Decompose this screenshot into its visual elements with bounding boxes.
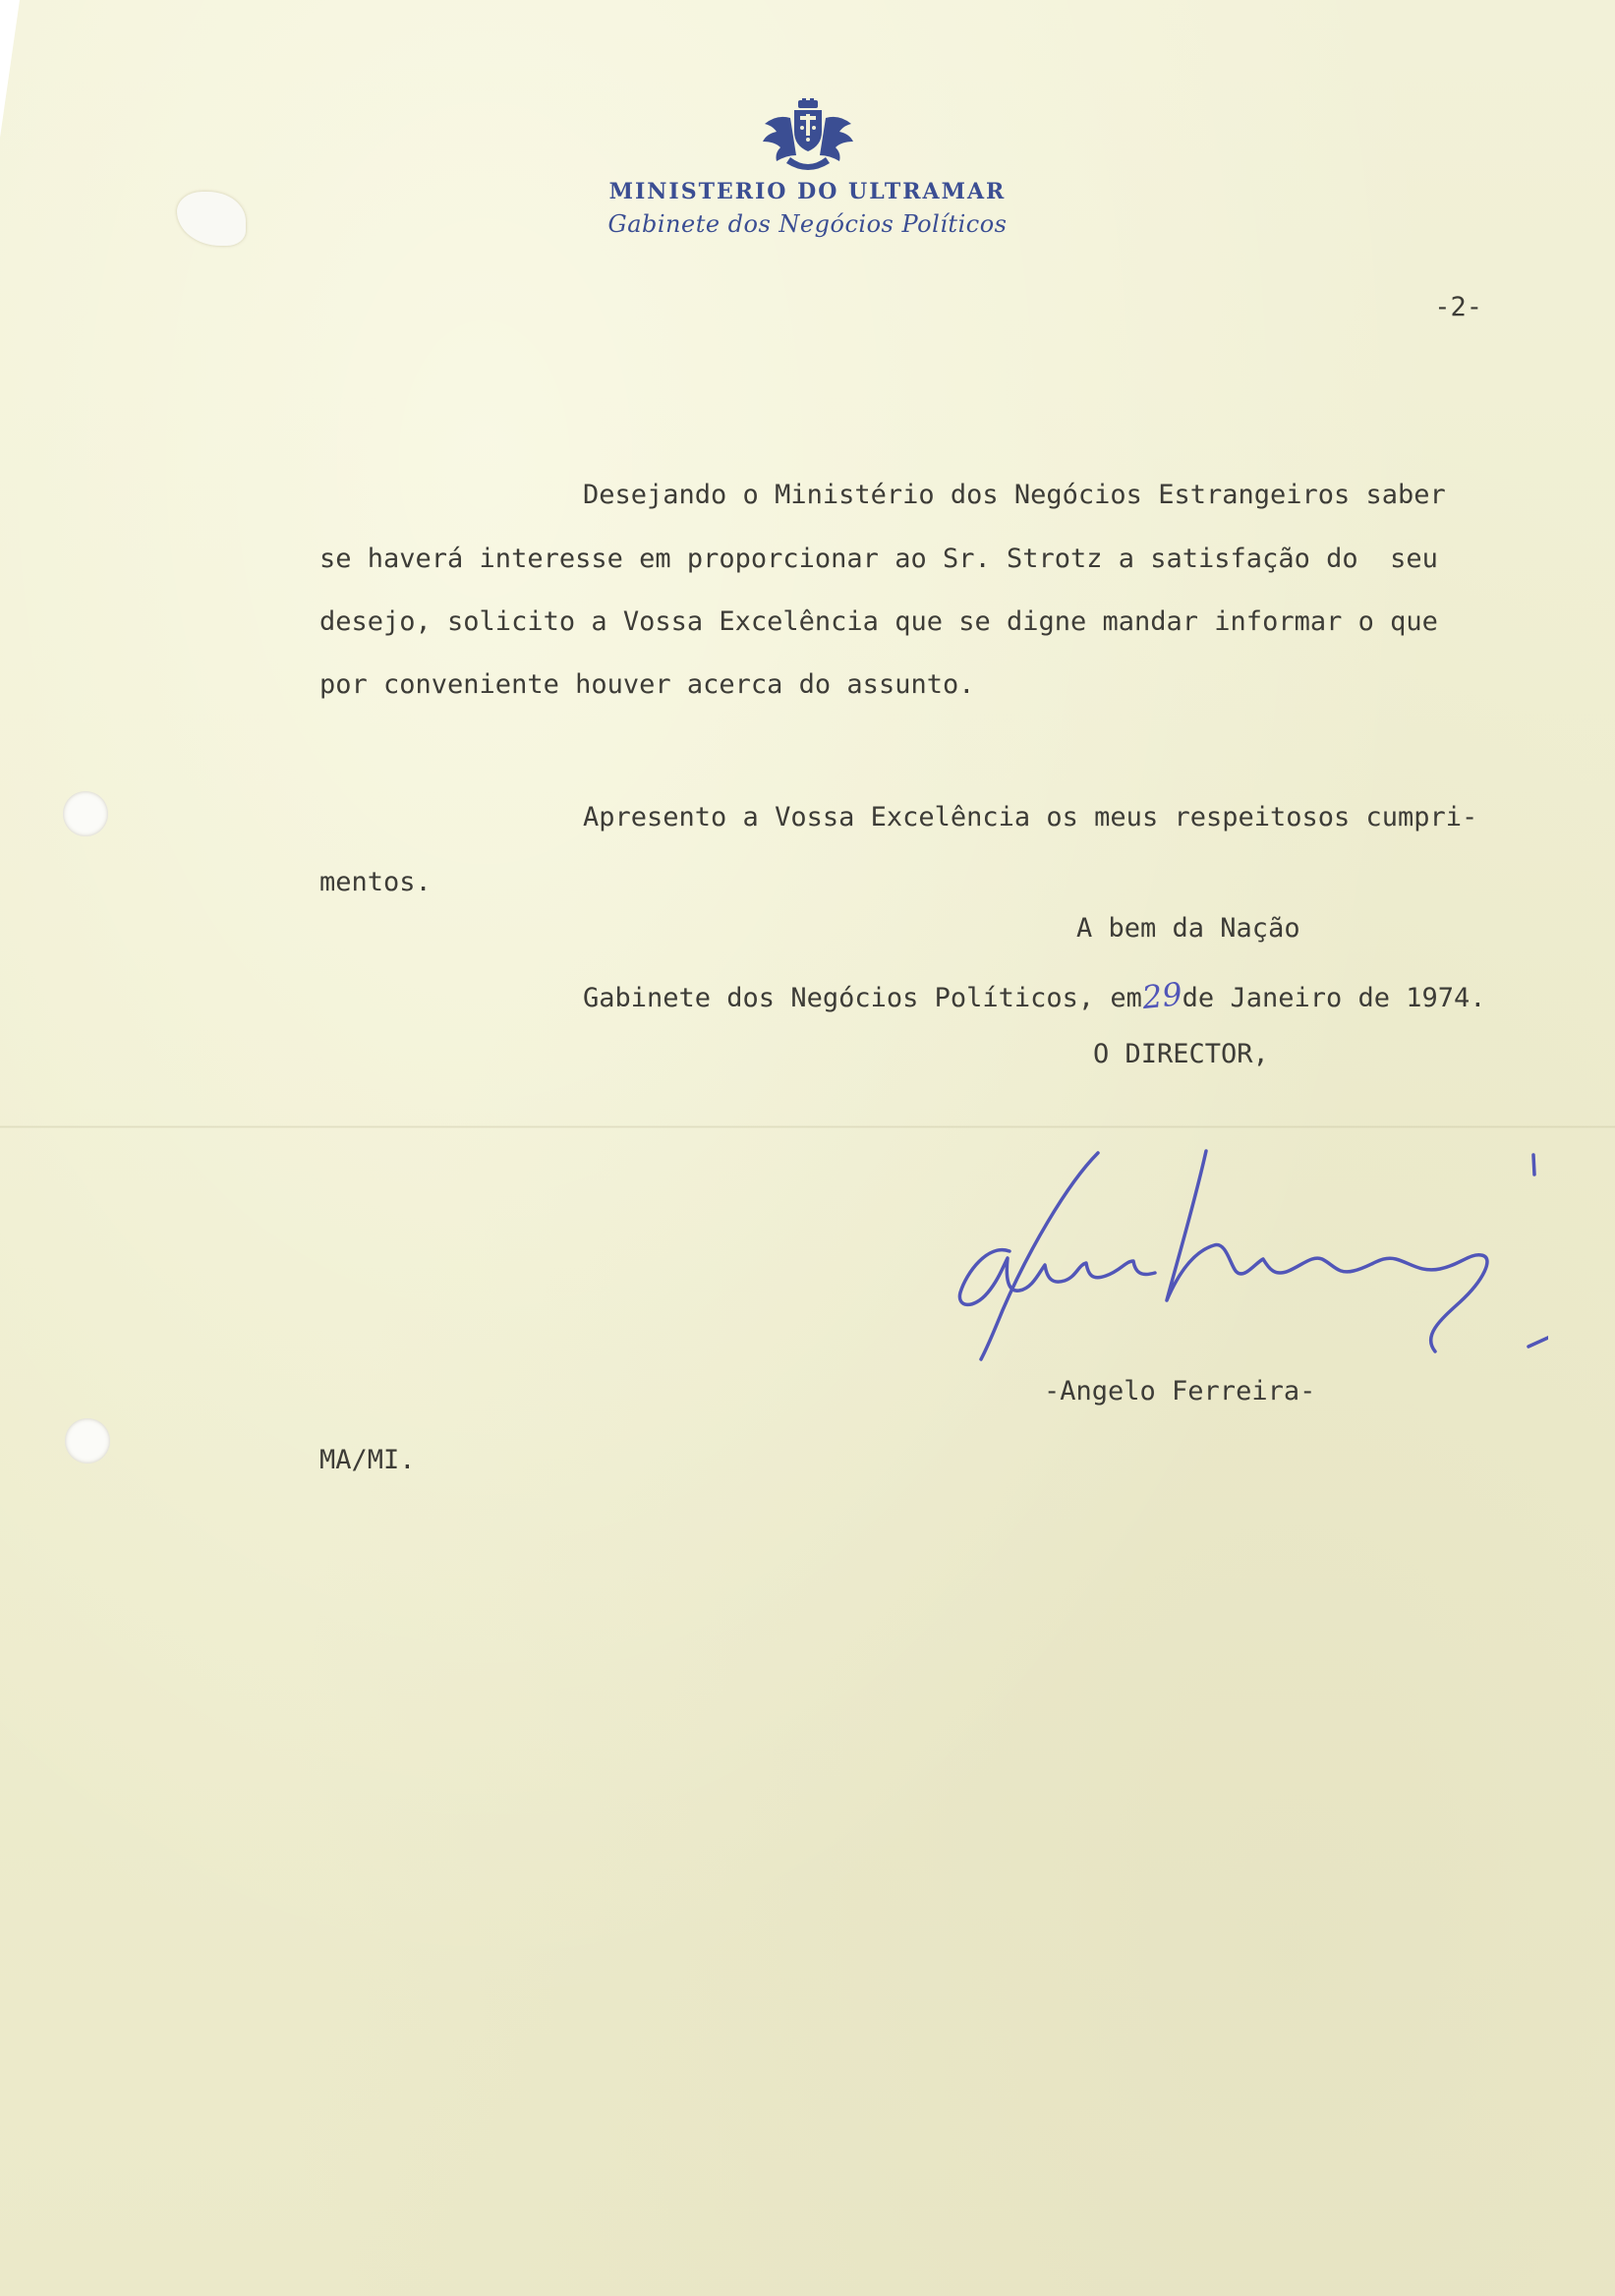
reference-initials: MA/MI.	[319, 1445, 416, 1475]
date-prefix: Gabinete dos Negócios Políticos, em	[583, 983, 1142, 1013]
date-suffix: de Janeiro de 1974.	[1182, 983, 1486, 1013]
punch-hole	[63, 791, 108, 836]
body-line: se haverá interesse em proporcionar ao Sr. Strotz a satisfação do seu	[319, 544, 1438, 574]
director-title: O DIRECTOR,	[1093, 1039, 1269, 1069]
ministry-name: MINISTERIO DO ULTRAMAR	[608, 179, 1007, 204]
body-line: desejo, solicito a Vossa Excelência que se digne mandar informar o que	[319, 606, 1438, 637]
closing-date-line	[583, 974, 1486, 1017]
body-line: Desejando o Ministério dos Negócios Estrangeiros saber	[583, 480, 1446, 510]
punch-hole	[65, 1418, 110, 1464]
signatory-name: -Angelo Ferreira-	[1044, 1376, 1316, 1406]
letterhead	[0, 98, 1615, 238]
coat-of-arms-icon	[761, 98, 855, 171]
paper-fold-line	[0, 1125, 1615, 1128]
closing-motto: A bem da Nação	[1076, 913, 1300, 944]
body-line: mentos.	[319, 867, 432, 897]
page-number: -2-	[1434, 292, 1482, 322]
body-line: por conveniente houver acerca do assunto.	[319, 669, 975, 700]
office-name: Gabinete dos Negócios Políticos	[607, 210, 1008, 238]
signature-icon	[949, 1145, 1548, 1371]
body-line: Apresento a Vossa Excelência os meus respeitosos cumpri-	[583, 802, 1478, 832]
handwritten-day: 29	[1140, 974, 1184, 1017]
